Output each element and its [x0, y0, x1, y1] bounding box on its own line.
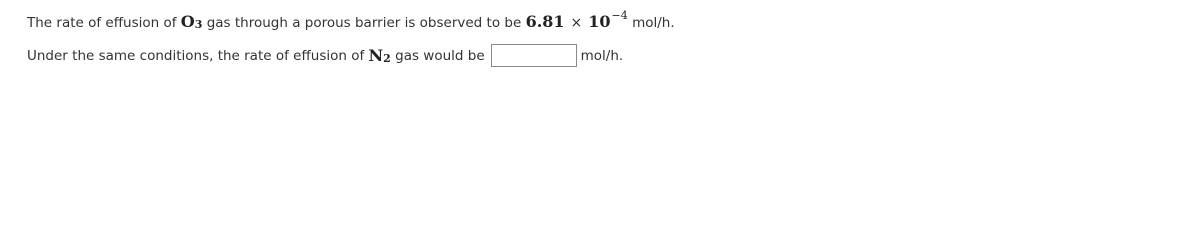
question-line-1 [27, 9, 675, 31]
question-line2-prefix: Under the same conditions, the rate of effusion of [27, 47, 365, 64]
ozone-symbol: O [180, 12, 195, 31]
nitrogen-subscript: 2 [383, 52, 391, 65]
ozone-subscript: 3 [194, 18, 203, 31]
times-symbol: × [570, 15, 583, 31]
question-line2-middle: gas would be [395, 47, 485, 64]
rate-unit-line1: mol/h. [632, 15, 675, 31]
rate-base: 10 [588, 12, 611, 31]
answer-input[interactable] [491, 44, 577, 67]
rate-exponent: −4 [611, 9, 628, 22]
rate-mantissa: 6.81 [525, 12, 565, 31]
question-line1-middle: gas through a porous barrier is observed to be [206, 15, 522, 31]
rate-unit-line2: mol/h. [580, 47, 624, 64]
question-line1-prefix: The rate of effusion of [27, 15, 177, 31]
question-line-2 [27, 44, 623, 67]
ozone-formula [181, 12, 203, 31]
nitrogen-symbol: N [368, 46, 384, 65]
nitrogen-formula [369, 46, 391, 65]
